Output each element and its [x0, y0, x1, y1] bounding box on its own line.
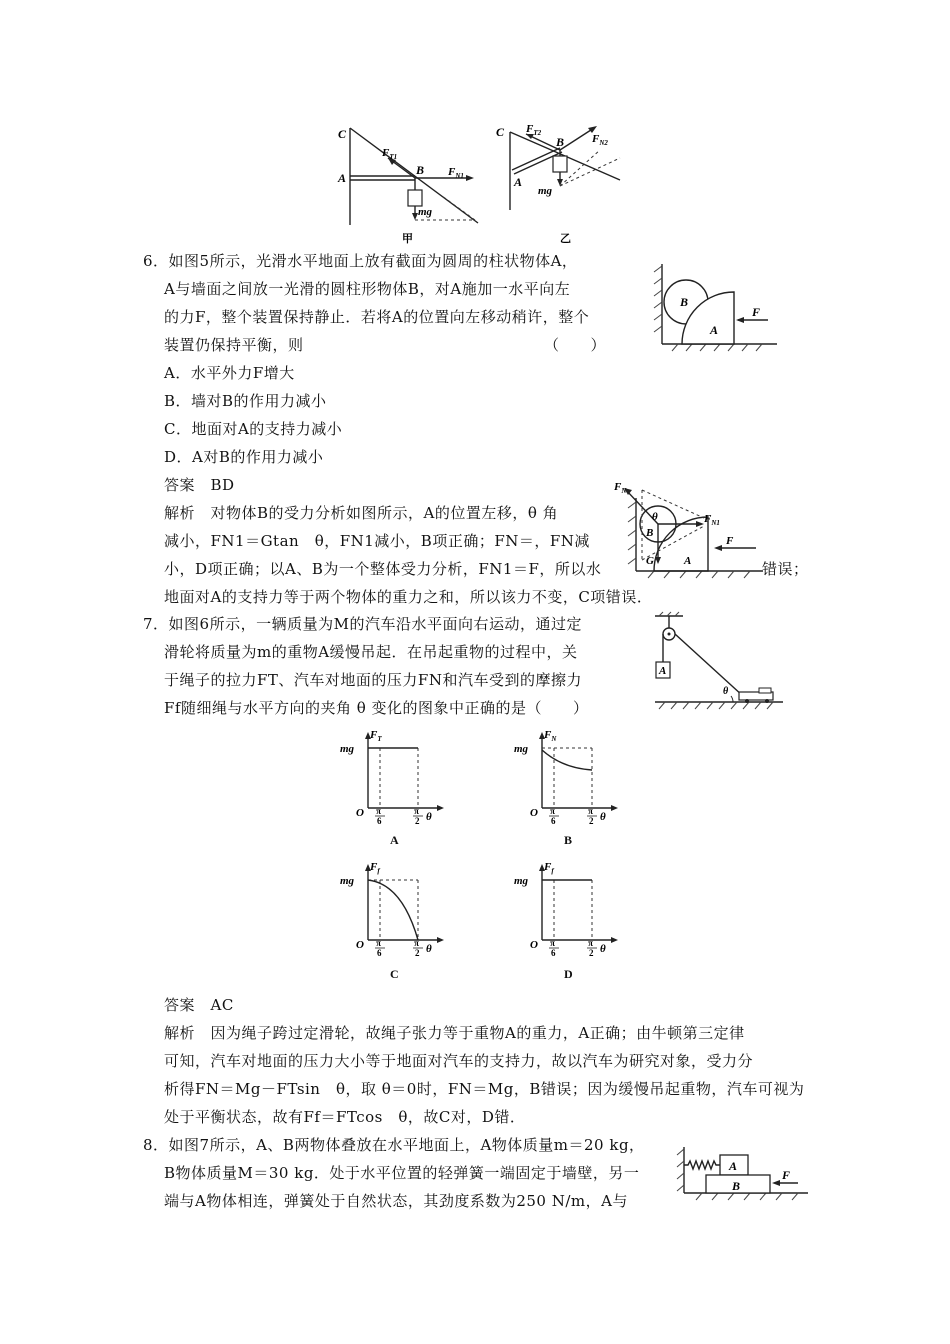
q6-fig2-B: B — [646, 527, 654, 539]
q7-c-label: C — [390, 967, 400, 981]
q7-c-t1d: 6 — [377, 948, 382, 958]
q7-d-theta: θ — [600, 943, 606, 955]
q8-fig-A: A — [729, 1159, 738, 1173]
jia-B: B — [416, 163, 425, 177]
q7-c-t2: π — [414, 938, 419, 948]
yi-C: C — [496, 125, 505, 139]
q6-line-3: 的力F，整个装置保持静止．若将A的位置向左移动稍许，整个 — [164, 308, 590, 326]
q6-analysis-4: 地面对A的支持力等于两个物体的重力之和，所以该力不变，C项错误． — [164, 588, 653, 606]
q6-option-c: C．地面对A的支持力减小 — [164, 420, 343, 438]
q6-fig2-theta: θ — [652, 511, 658, 523]
q7-a-t2: π — [414, 806, 419, 816]
yi-FT2: $F_{T2}$ — [526, 123, 542, 137]
q6-fig2-A: A — [684, 555, 692, 567]
yi-A: A — [514, 175, 523, 189]
top-force-diagrams — [330, 120, 630, 245]
q6-fig-B: B — [680, 295, 689, 309]
q7-b-t1: π — [550, 806, 555, 816]
q7-analysis-2: 可知，汽车对地面的压力大小等于地面对汽车的支持力，故以汽车为研究对象，受力分 — [164, 1052, 754, 1070]
q6-analysis-2: 减小，FN1＝Gtan θ，FN1减小，B项正确；FN＝，FN减 — [164, 532, 590, 550]
yi-mg: mg — [538, 185, 553, 197]
q7-answer: 答案 AC — [164, 996, 234, 1014]
q7-d-t1: π — [550, 938, 555, 948]
jia-FN1: $F_{N1}$ — [448, 166, 464, 180]
q6-fig2-G: G — [646, 555, 654, 567]
q6-fig2-F: F — [726, 535, 734, 547]
q6-option-d: D．A对B的作用力减小 — [164, 448, 324, 466]
q7-b-label: B — [564, 833, 573, 847]
q6-fig-A: A — [710, 323, 719, 337]
q6-analysis-3: 小，D项正确；以A、B为一个整体受力分析，FN1＝F，所以水 — [164, 560, 602, 578]
q8-fig-B: B — [732, 1179, 741, 1193]
q7-a-mg: mg — [340, 743, 355, 755]
q6-fig2-FN1: $F_{N1}$ — [704, 513, 720, 527]
yi-B: B — [556, 135, 565, 149]
q7-b-t2d: 2 — [589, 816, 594, 826]
jia-caption: 甲 — [402, 233, 413, 245]
q7-c-theta: θ — [426, 943, 432, 955]
q7-b-ylab: $F_N$ — [544, 729, 557, 743]
q6-fig-F: F — [752, 305, 761, 319]
q7-analysis-3: 析得FN＝Mg－FTsin θ，取 θ＝0时，FN＝Mg，B错误；因为缓慢吊起重物，汽车可视为 — [164, 1080, 805, 1098]
q7-d-t2d: 2 — [589, 948, 594, 958]
q7-graph-c — [340, 860, 450, 958]
q7-a-t1: π — [376, 806, 381, 816]
q7-b-t2: π — [588, 806, 593, 816]
yi-caption: 乙 — [560, 233, 571, 245]
q7-line-4: Ff随细绳与水平方向的夹角 θ 变化的图象中正确的是（ ） — [164, 699, 589, 717]
q8-figure — [676, 1145, 811, 1200]
q7-d-O: O — [530, 939, 538, 951]
q7-d-t1d: 6 — [551, 948, 556, 958]
q7-fig-theta: θ — [723, 686, 729, 697]
q6-analysis-figure — [608, 478, 768, 578]
q7-b-mg: mg — [514, 743, 529, 755]
jia-C: C — [338, 127, 347, 141]
q7-b-O: O — [530, 807, 538, 819]
q7-graph-d — [514, 860, 624, 958]
q7-graph-b — [514, 728, 624, 826]
q7-graph-a — [340, 728, 450, 826]
q7-line-1: 7．如图6所示，一辆质量为M的汽车沿水平面向右运动，通过定 — [143, 615, 582, 633]
q6-option-a: A．水平外力F增大 — [164, 364, 295, 382]
jia-FT1: $F_{T1}$ — [382, 147, 398, 161]
q8-line-1: 8．如图7所示，A、B两物体叠放在水平地面上，A物体质量m＝20 kg， — [143, 1136, 645, 1154]
q7-line-3: 于绳子的拉力FT、汽车对地面的压力FN和汽车受到的摩擦力 — [164, 671, 582, 689]
yi-FN2: $F_{N2}$ — [592, 133, 608, 147]
q6-figure — [652, 262, 782, 352]
jia-A: A — [338, 171, 347, 185]
q7-line-2: 滑轮将质量为m的重物A缓慢吊起．在吊起重物的过程中，关 — [164, 643, 578, 661]
q6-analysis-tail: 错误； — [762, 560, 809, 578]
q8-line-2: B物体质量M＝30 kg．处于水平位置的轻弹簧一端固定于墙壁，另一 — [164, 1164, 640, 1182]
q7-a-O: O — [356, 807, 364, 819]
q7-c-t1: π — [376, 938, 381, 948]
q7-b-theta: θ — [600, 811, 606, 823]
jia-mg: mg — [418, 206, 433, 218]
q6-fig2-FN: $F_N$ — [614, 481, 627, 495]
q7-c-ylab: $F_f$ — [370, 861, 380, 875]
q7-c-O: O — [356, 939, 364, 951]
q6-line-4: 装置仍保持平衡，则 （ ） — [164, 336, 607, 354]
q6-option-b: B．墙对B的作用力减小 — [164, 392, 327, 410]
q6-line-2: A与墙面之间放一光滑的圆柱形物体B，对A施加一水平向左 — [164, 280, 571, 298]
q7-d-ylab: $F_f$ — [544, 861, 554, 875]
q8-fig-F: F — [782, 1168, 791, 1182]
q7-fig-A: A — [659, 665, 667, 677]
q6-line-1: 6．如图5所示，光滑水平地面上放有截面为圆周的柱状物体A， — [143, 252, 578, 270]
q7-a-t2d: 2 — [415, 816, 420, 826]
q7-a-theta: θ — [426, 811, 432, 823]
q8-line-3: 端与A物体相连，弹簧处于自然状态，其劲度系数为250 N/m，A与 — [164, 1192, 628, 1210]
q7-d-label: D — [564, 967, 574, 981]
q7-d-t2: π — [588, 938, 593, 948]
q7-d-mg: mg — [514, 875, 529, 887]
q7-b-t1d: 6 — [551, 816, 556, 826]
q6-analysis-1: 解析 对物体B的受力分析如图所示，A的位置左移，θ 角 — [164, 504, 559, 522]
q7-analysis-1: 解析 因为绳子跨过定滑轮，故绳子张力等于重物A的重力，A正确；由牛顿第三定律 — [164, 1024, 745, 1042]
q7-figure — [655, 612, 785, 717]
q7-a-label: A — [390, 833, 400, 847]
q7-c-mg: mg — [340, 875, 355, 887]
q7-c-t2d: 2 — [415, 948, 420, 958]
q7-analysis-4: 处于平衡状态，故有Ff＝FTcos θ，故C对，D错． — [164, 1108, 526, 1126]
q7-a-t1d: 6 — [377, 816, 382, 826]
q6-answer: 答案 BD — [164, 476, 235, 494]
q7-a-ylab: $F_T$ — [370, 729, 382, 743]
